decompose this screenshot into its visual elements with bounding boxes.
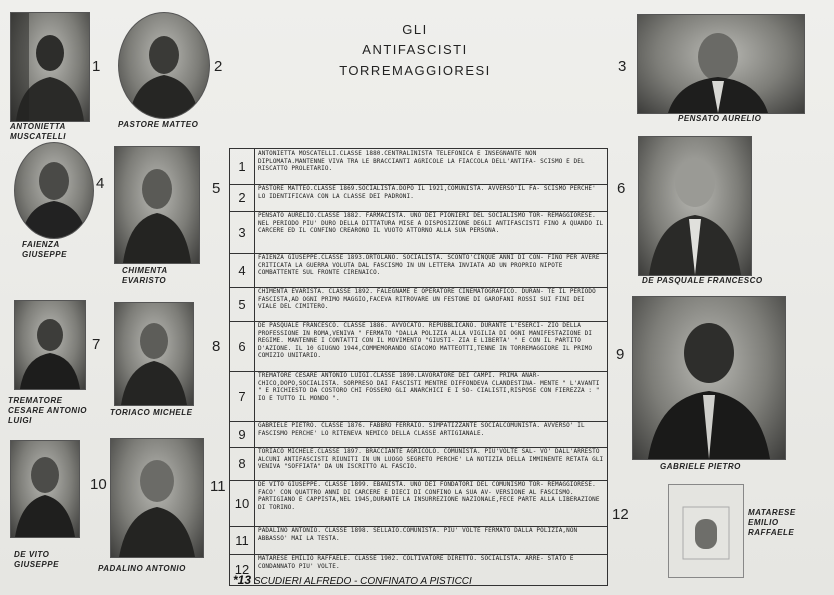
portrait-11 [110,438,204,558]
title-line-2: ANTIFASCISTI [362,42,468,57]
table-row [230,149,607,185]
table-row [230,184,607,212]
row-number: 10 [230,480,255,526]
portrait-12 [668,484,744,578]
portrait-caption-6: DE PASQUALE FRANCESCO [642,276,763,285]
portrait-1 [10,12,90,122]
biography-table [229,148,608,586]
portrait-3 [637,14,805,114]
portrait-5 [114,146,200,264]
row-number: 11 [230,526,255,554]
portrait-8 [114,302,194,406]
portrait-caption-2: PASTORE MATTEO [118,120,199,129]
row-number: 3 [230,211,255,253]
footnote-mark: *13 [233,573,252,587]
title-line-3: TORREMAGGIORESI [339,63,491,78]
portrait-number-1: 1 [92,58,101,75]
row-text: PADALINO ANTONIO. CLASSE 1898. SELLAIO.COMUNISTA. PIU' VOLTE FERMATO DALLA POLIZIA,NON ABBASSO' MAI LA TESTA. [258,527,578,542]
portrait-number-6: 6 [617,180,626,197]
handwritten-footnote [233,573,472,587]
portrait-number-2: 2 [214,58,223,75]
portrait-number-9: 9 [616,346,625,363]
row-number: 1 [230,149,255,184]
portrait-number-11: 11 [210,478,226,495]
table-row [230,211,607,254]
portrait-number-12: 12 [612,506,629,523]
table-row [230,253,607,288]
portrait-caption-10: DE VITO GIUSEPPE [14,550,59,569]
portrait-6 [638,136,752,276]
table-row [230,371,607,422]
row-text: TREMATORE CESARE ANTONIO LUIGI.CLASSE 1890.LAVORATORE DEI CAMPI. PRIMA ANAR- CHICO,DOPO,SOCIALISTA. SORPRESO DAI FASCISTI MENTRE DIFFONDEVA CLANDESTINA- MENTE " L'AVANTI " E RICHIESTO DA COSTORO CHI FOSSERO GLI ANARCHICI E I SO- CIALISTI,RISPOSE CON FIEREZZA : " IO E TUTTO IL MONDO ". [258,372,600,402]
row-text: GABRIELE PIETRO. CLASSE 1876. FABBRO FERRAIO. SIMPATIZZANTE SOCIALCOMUNISTA. AVVERSO' IL FASCISMO PERCHE' LO RITENEVA NEMICO DELLA CLASSE ARTIGIANALE. [258,422,585,437]
row-text: DE VITO GIUSEPPE. CLASSE 1899. EBANISTA. UNO DEI FONDATORI DEL COMUNISMO TOR- REMAGGIORESE. FACO' CON QUATTRO ANNI DI CARCERE E DIECI DI CONFINO LA SUA AV- VERSIONE AL FASCISMO. PARTIGIANO E CAPPISTA,NEL 1945,DURANTE LA INSURREZIONE NAZIONALE,FECE PARTE ALLA LIBERAZIONE DI TORINO. [258,481,600,511]
row-number: 9 [230,421,255,447]
portrait-7 [14,300,86,390]
portrait-caption-5: CHIMENTA EVARISTO [122,266,168,285]
row-text: CHIMENTA EVARISTA. CLASSE 1892. FALEGNAME E OPERATORE CINEMATOGRAFICO. DURAN- TE IL PERIODO FASCISTA,AD OGNI PRIMO MAGGIO,FACEVA RITROVARE UN FESTONE DI GAROFANI ROSSI SUI FINI DEI VIALE DEL CIMITERO. [258,288,596,311]
portrait-10 [10,440,80,538]
portrait-number-3: 3 [618,58,627,75]
row-text: MATARESE EMILIO RAFFAELE. CLASSE 1902. COLTIVATORE DIRETTO. SOCIALISTA. ARRE- STATO E CONDANNATO PIU' VOLTE. [258,555,574,570]
table-row [230,526,607,555]
portrait-4 [14,142,94,239]
row-text: FAIENZA GIUSEPPE.CLASSE 1893.ORTOLANO. SOCIALISTA. SCONTO'CINQUE ANNI DI CON- FINO PER AVERE CRITICATA LA GUERRA VOLUTA DAL FASCISMO IN UN LETTERA INVIATA AD UN PROPRIO NIPOTE COMBATTENTE SUL FRONTE CIRENAICO. [258,254,600,277]
portrait-number-4: 4 [96,175,105,192]
table-row [230,447,607,481]
table-row [230,480,607,527]
row-number: 5 [230,287,255,321]
table-row [230,421,607,448]
portrait-number-7: 7 [92,336,101,353]
portrait-number-10: 10 [90,476,107,493]
portrait-number-8: 8 [212,338,221,355]
row-number: 7 [230,371,255,421]
footnote-text: SCUDIERI ALFREDO - CONFINATO A PISTICCI [253,576,472,587]
row-text: PENSATO AURELIO.CLASSE 1882. FARMACISTA. UNO DEI PIONIERI DEL SOCIALISMO TOR- REMAGGIORESE. NEL PERIODO PIU' DURO DELLA DITTATURA MISE A DISPOSIZIONE DEGLI ANTIFASCISTI FINO A QUANDO IL CARCERE ED IL CONFINO CREARONO IL VUOTO ATTORNO ALLA SUA PERSONA. [258,212,604,235]
table-row [230,287,607,322]
row-text: TORIACO MICHELE.CLASSE 1897. BRACCIANTE AGRICOLO. COMUNISTA. PIU'VOLTE SAL- VO' DALL'ARRESTO ALCUNI ANTIFASCISTI RIUNITI IN UN LUOGO SEGRETO PERCHE' LA NOTIZIA DELLA IMMINENTE RETATA GLI VENIVA "SOFFIATA" DA UN ISCRITTO AL FASCIO. [258,448,604,471]
portrait-caption-3: PENSATO AURELIO [678,114,762,123]
row-number: 12 [230,554,255,584]
portrait-caption-1: ANTONIETTA MUSCATELLI [10,122,66,141]
row-number: 4 [230,253,255,287]
portrait-caption-12: MATARESE EMILIO RAFFAELE [748,508,796,537]
portrait-caption-11: PADALINO ANTONIO [98,564,186,573]
title-line-1: GLI [402,22,428,37]
row-text: ANTONIETTA MOSCATELLI.CLASSE 1880.CENTRALINISTA TELEFONICA E INSEGNANTE NON DIPLOMATA.MANTENNE VIVA TRA LE BRACCIANTI AGRICOLE LA FIACCOLA DELL'ANTIFA- SCISMO E DEL RISCATTO PROLETARIO. [258,150,585,173]
row-text: PASTORE MATTEO.CLASSE 1869.SOCIALISTA.DOPO IL 1921,COMUNISTA. AVVERSO'IL FA- SCISMO PERCHE' LO IDENTIFICAVA CON LA CLASSE DEI PADRONI. [258,185,596,200]
portrait-caption-7: TREMATORE CESARE ANTONIO LUIGI [8,396,88,425]
portrait-caption-9: GABRIELE PIETRO [660,462,741,471]
portrait-caption-8: TORIACO MICHELE [110,408,193,417]
row-number: 6 [230,321,255,371]
row-number: 2 [230,184,255,211]
row-number: 8 [230,447,255,480]
portrait-caption-4: FAIENZA GIUSEPPE [22,240,67,259]
row-text: DE PASQUALE FRANCESCO. CLASSE 1886. AVVOCATO. REPUBBLICANO. DURANTE L'ESERCI- ZIO DELLA PROFESSIONE IN ROMA,VENIVA " FERMATO "DALLA POLIZIA ALLA VIGILIA DI OGNI MANIFESTAZIONE DI REGIME. MANTENNE I CONTATTI CON IL MOVIMENTO "GIUSTI- ZIA E LIBERTA' " E CON IL PARTITO D'AZIONE. IL 10 GIUGNO 1944,COMMEMORANDO GIACOMO MATTEOTTI,TENNE IN TORREMAGGIORE IL PRIMO COMIZIO UNITARIO. [258,322,593,360]
portrait-number-5: 5 [212,180,221,197]
portrait-2 [118,12,210,119]
portrait-9 [632,296,786,460]
table-row [230,321,607,372]
